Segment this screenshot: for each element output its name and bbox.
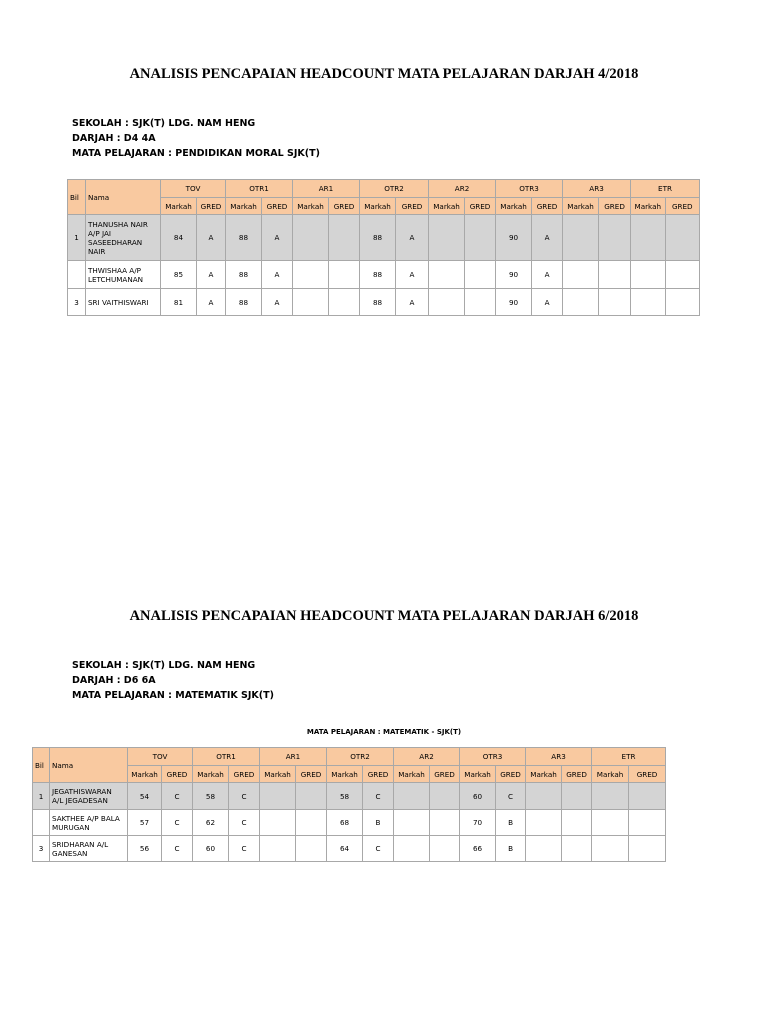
header-markah: Markah [128, 766, 162, 783]
header-tov: TOV [161, 180, 226, 198]
markah-cell: 88 [226, 215, 262, 261]
row-bil: 3 [68, 289, 86, 316]
header-gred: GRED [329, 198, 360, 215]
table-row [68, 289, 700, 316]
gred-cell: C [363, 836, 394, 862]
results-table [67, 179, 700, 316]
header-gred: GRED [262, 198, 293, 215]
header-gred: GRED [197, 198, 226, 215]
markah-cell [631, 261, 665, 289]
row-bil [33, 810, 50, 836]
header-gred: GRED [629, 766, 666, 783]
gred-cell: A [262, 261, 293, 289]
markah-cell [293, 215, 329, 261]
header-markah: Markah [360, 198, 396, 215]
header-markah: Markah [429, 198, 465, 215]
markah-cell [526, 783, 562, 810]
gred-cell [629, 783, 666, 810]
student-name: SRIDHARAN A/L GANESAN [50, 836, 128, 862]
gred-cell: A [532, 261, 563, 289]
header-otr1: OTR1 [193, 748, 260, 766]
gred-cell [465, 215, 496, 261]
gred-cell: A [396, 261, 429, 289]
markah-cell: 88 [360, 261, 396, 289]
gred-cell: C [229, 783, 260, 810]
gred-cell: C [162, 783, 193, 810]
markah-cell [631, 289, 665, 316]
header-markah: Markah [394, 766, 430, 783]
sekolah-label: SEKOLAH : SJK(T) LDG. NAM HENG [72, 118, 256, 129]
markah-cell: 66 [460, 836, 496, 862]
table-row [68, 261, 700, 289]
markah-cell: 56 [128, 836, 162, 862]
header-ar2: AR2 [394, 748, 460, 766]
table-row [33, 836, 666, 862]
gred-cell: A [262, 215, 293, 261]
gred-cell [329, 215, 360, 261]
header-markah: Markah [193, 766, 229, 783]
markah-cell [429, 289, 465, 316]
markah-cell: 68 [327, 810, 363, 836]
table-row [33, 783, 666, 810]
markah-cell [592, 836, 629, 862]
header-bil: Bil [68, 180, 86, 215]
header-markah: Markah [226, 198, 262, 215]
header-tov: TOV [128, 748, 193, 766]
header-etr: ETR [592, 748, 666, 766]
header-nama: Nama [86, 180, 161, 215]
markah-cell: 64 [327, 836, 363, 862]
header-etr: ETR [631, 180, 700, 198]
table-row [33, 810, 666, 836]
header-gred: GRED [562, 766, 592, 783]
gred-cell: A [197, 261, 226, 289]
report-title: ANALISIS PENCAPAIAN HEADCOUNT MATA PELAJARAN DARJAH 6/2018 [129, 608, 639, 624]
results-table [32, 747, 666, 862]
gred-cell: B [496, 836, 526, 862]
gred-cell: B [363, 810, 394, 836]
header-otr2: OTR2 [327, 748, 394, 766]
header-markah: Markah [563, 198, 599, 215]
header-markah: Markah [161, 198, 197, 215]
header-markah: Markah [631, 198, 665, 215]
student-name: SRI VAITHISWARI [86, 289, 161, 316]
gred-cell: C [496, 783, 526, 810]
student-name: SAKTHEE A/P BALA MURUGAN [50, 810, 128, 836]
student-name: THWISHAA A/P LETCHUMANAN [86, 261, 161, 289]
markah-cell: 88 [360, 289, 396, 316]
markah-cell [260, 810, 296, 836]
markah-cell: 60 [460, 783, 496, 810]
markah-cell: 81 [161, 289, 197, 316]
gred-cell: B [496, 810, 526, 836]
markah-cell: 90 [496, 215, 532, 261]
gred-cell [296, 783, 327, 810]
gred-cell: A [197, 215, 226, 261]
markah-cell [526, 810, 562, 836]
darjah-label: DARJAH : D6 6A [72, 675, 156, 686]
gred-cell [599, 289, 631, 316]
header-ar1: AR1 [260, 748, 327, 766]
markah-cell [394, 836, 430, 862]
markah-cell [631, 215, 665, 261]
header-markah: Markah [327, 766, 363, 783]
table-caption: MATA PELAJARAN : MATEMATIK - SJK(T) [306, 728, 462, 736]
markah-cell [592, 783, 629, 810]
header-gred: GRED [465, 198, 496, 215]
markah-cell: 84 [161, 215, 197, 261]
gred-cell: A [396, 215, 429, 261]
header-ar3: AR3 [563, 180, 631, 198]
markah-cell [563, 289, 599, 316]
markah-cell [592, 810, 629, 836]
report-title: ANALISIS PENCAPAIAN HEADCOUNT MATA PELAJARAN DARJAH 4/2018 [129, 66, 639, 82]
row-bil: 1 [68, 215, 86, 261]
gred-cell: A [197, 289, 226, 316]
header-markah: Markah [293, 198, 329, 215]
student-name: JEGATHISWARAN A/L JEGADESAN [50, 783, 128, 810]
gred-cell [665, 215, 699, 261]
header-otr1: OTR1 [226, 180, 293, 198]
gred-cell: C [229, 810, 260, 836]
header-otr3: OTR3 [460, 748, 526, 766]
markah-cell: 57 [128, 810, 162, 836]
gred-cell [296, 810, 327, 836]
report-meta [72, 116, 320, 161]
markah-cell [429, 261, 465, 289]
gred-cell: C [229, 836, 260, 862]
markah-cell: 85 [161, 261, 197, 289]
markah-cell: 88 [360, 215, 396, 261]
header-nama: Nama [50, 748, 128, 783]
gred-cell [562, 836, 592, 862]
header-ar1: AR1 [293, 180, 360, 198]
header-otr3: OTR3 [496, 180, 563, 198]
darjah-label: DARJAH : D4 4A [72, 133, 156, 144]
gred-cell [430, 783, 460, 810]
gred-cell: C [162, 836, 193, 862]
header-gred: GRED [430, 766, 460, 783]
row-bil: 1 [33, 783, 50, 810]
gred-cell [430, 836, 460, 862]
gred-cell: A [532, 215, 563, 261]
sekolah-label: SEKOLAH : SJK(T) LDG. NAM HENG [72, 660, 256, 671]
gred-cell [629, 810, 666, 836]
header-otr2: OTR2 [360, 180, 429, 198]
header-markah: Markah [496, 198, 532, 215]
report-meta [72, 658, 274, 703]
header-gred: GRED [363, 766, 394, 783]
header-gred: GRED [665, 198, 699, 215]
gred-cell [329, 261, 360, 289]
markah-cell: 58 [193, 783, 229, 810]
gred-cell [562, 783, 592, 810]
markah-cell [394, 783, 430, 810]
markah-cell [429, 215, 465, 261]
subject-label: MATA PELAJARAN : PENDIDIKAN MORAL SJK(T) [72, 148, 320, 159]
markah-cell [293, 289, 329, 316]
markah-cell [293, 261, 329, 289]
gred-cell [629, 836, 666, 862]
student-name: THANUSHA NAIR A/P JAI SASEEDHARAN NAIR [86, 215, 161, 261]
gred-cell: A [262, 289, 293, 316]
header-gred: GRED [396, 198, 429, 215]
header-markah: Markah [260, 766, 296, 783]
markah-cell [260, 836, 296, 862]
markah-cell: 90 [496, 289, 532, 316]
header-gred: GRED [296, 766, 327, 783]
gred-cell [665, 261, 699, 289]
gred-cell [562, 810, 592, 836]
gred-cell: C [162, 810, 193, 836]
gred-cell: A [396, 289, 429, 316]
markah-cell [394, 810, 430, 836]
markah-cell [563, 261, 599, 289]
markah-cell: 58 [327, 783, 363, 810]
header-gred: GRED [599, 198, 631, 215]
markah-cell: 60 [193, 836, 229, 862]
header-gred: GRED [162, 766, 193, 783]
subject-label: MATA PELAJARAN : MATEMATIK SJK(T) [72, 690, 274, 701]
markah-cell: 62 [193, 810, 229, 836]
header-gred: GRED [532, 198, 563, 215]
header-markah: Markah [526, 766, 562, 783]
gred-cell [599, 261, 631, 289]
gred-cell: C [363, 783, 394, 810]
gred-cell [329, 289, 360, 316]
markah-cell: 88 [226, 261, 262, 289]
gred-cell [665, 289, 699, 316]
gred-cell [465, 261, 496, 289]
markah-cell [260, 783, 296, 810]
gred-cell: A [532, 289, 563, 316]
header-markah: Markah [460, 766, 496, 783]
header-ar2: AR2 [429, 180, 496, 198]
markah-cell: 54 [128, 783, 162, 810]
gred-cell [599, 215, 631, 261]
markah-cell [563, 215, 599, 261]
gred-cell [430, 810, 460, 836]
markah-cell: 90 [496, 261, 532, 289]
row-bil: 3 [33, 836, 50, 862]
header-ar3: AR3 [526, 748, 592, 766]
markah-cell [526, 836, 562, 862]
table-row [68, 215, 700, 261]
gred-cell [296, 836, 327, 862]
header-bil: Bil [33, 748, 50, 783]
row-bil [68, 261, 86, 289]
header-gred: GRED [229, 766, 260, 783]
header-markah: Markah [592, 766, 629, 783]
gred-cell [465, 289, 496, 316]
markah-cell: 88 [226, 289, 262, 316]
header-gred: GRED [496, 766, 526, 783]
markah-cell: 70 [460, 810, 496, 836]
